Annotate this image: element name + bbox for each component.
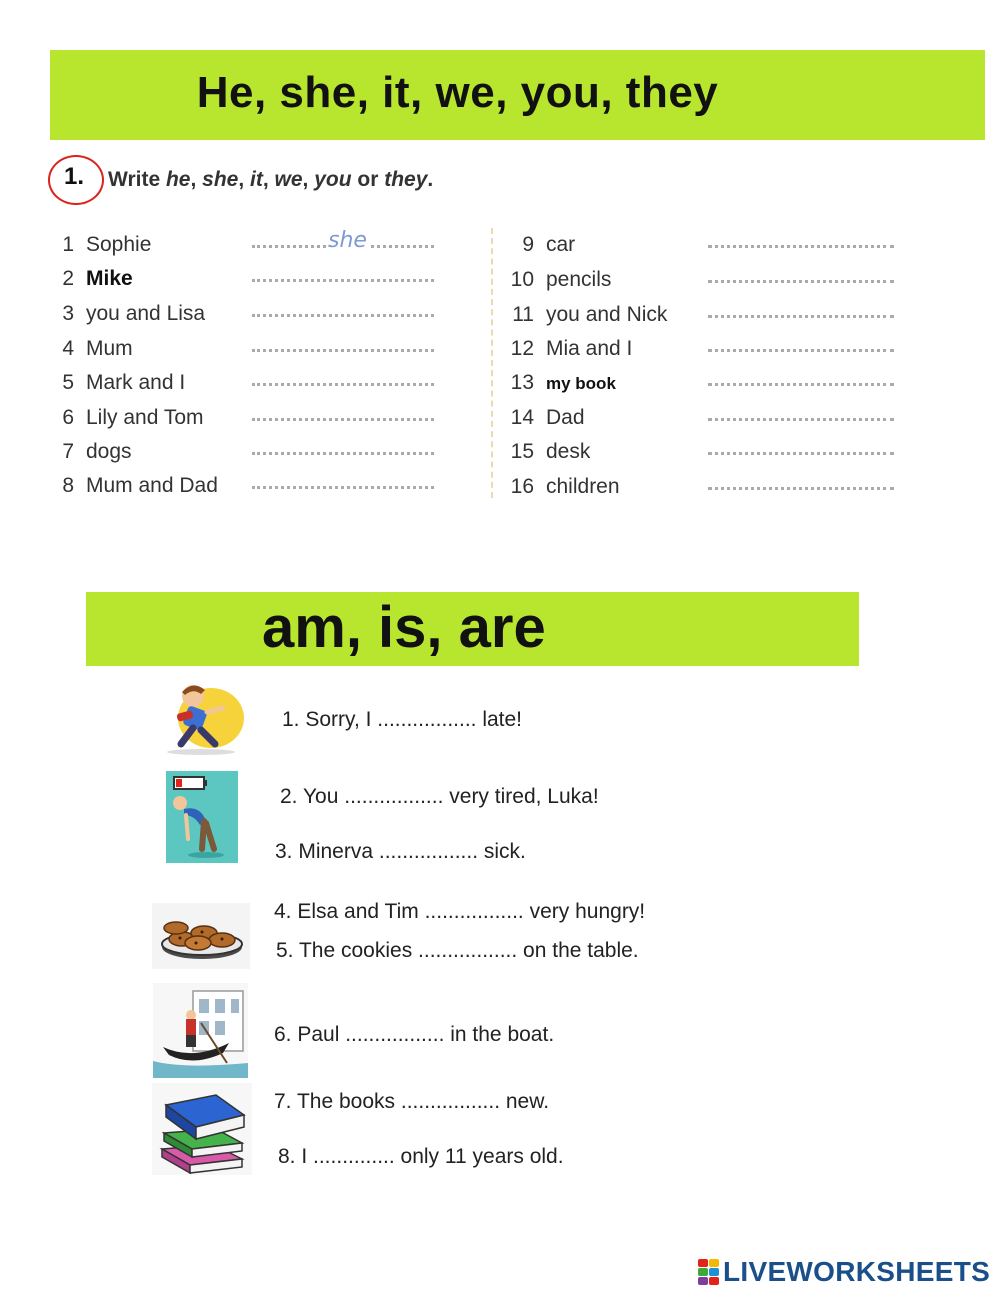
answer-blank[interactable] — [252, 279, 434, 282]
column-divider — [491, 228, 493, 498]
answer-blank[interactable] — [708, 245, 894, 248]
cookies-plate-picture — [152, 903, 250, 969]
answer-blank[interactable] — [708, 280, 894, 283]
answer-blank[interactable] — [252, 452, 434, 455]
pronoun-item-14: 14 Dad — [508, 406, 908, 436]
pronoun-item-8: 8 Mum and Dad — [48, 474, 448, 504]
example-answer: she — [328, 228, 367, 253]
answer-blank[interactable] — [708, 349, 894, 352]
exercise-number-circle — [48, 155, 104, 205]
exercise-instruction: Write he, she, it, we, you or they. — [108, 168, 434, 191]
running-boy-picture — [155, 678, 247, 756]
stack-of-books-picture — [152, 1083, 252, 1175]
pronoun-item-2: 2 Mike — [48, 267, 448, 297]
answer-blank[interactable] — [252, 383, 434, 386]
section2-title: am, is, are — [262, 595, 546, 660]
pronoun-item-16: 16 children — [508, 475, 908, 505]
title-banner-verbs — [86, 592, 859, 666]
liveworksheets-logo-text: LIVEWORKSHEETS — [723, 1256, 991, 1287]
answer-blank[interactable] — [252, 314, 434, 317]
pronoun-item-13: 13 my book — [508, 371, 908, 401]
boat-gondola-picture — [153, 983, 248, 1078]
pronoun-item-11: 11 you and Nick — [508, 303, 908, 333]
pronoun-item-7: 7 dogs — [48, 440, 448, 470]
pronoun-item-3: 3 you and Lisa — [48, 302, 448, 332]
answer-blank[interactable] — [708, 383, 894, 386]
sentence-7[interactable]: 7. The books ................. new. — [274, 1090, 550, 1113]
liveworksheets-logo-icon — [698, 1259, 719, 1285]
answer-blank[interactable] — [708, 452, 894, 455]
answer-blank[interactable] — [252, 349, 434, 352]
exercise-number: 1. — [64, 163, 85, 190]
pronoun-item-10: 10 pencils — [508, 268, 908, 298]
sentence-3[interactable]: 3. Minerva ................. sick. — [275, 840, 526, 863]
pronoun-item-4: 4 Mum — [48, 337, 448, 367]
sentence-6[interactable]: 6. Paul ................. in the boat. — [274, 1023, 555, 1046]
pronoun-item-5: 5 Mark and I — [48, 371, 448, 401]
answer-blank[interactable] — [252, 418, 434, 421]
sentence-1[interactable]: 1. Sorry, I ................. late! — [282, 708, 523, 731]
pronoun-item-1: 1 Sophie — [48, 233, 448, 263]
answer-blank[interactable] — [708, 487, 894, 490]
liveworksheets-logo — [698, 1256, 990, 1288]
section1-title: He, she, it, we, you, they — [196, 68, 719, 117]
sentence-2[interactable]: 2. You ................. very tired, Luka! — [280, 785, 599, 808]
answer-blank[interactable] — [708, 315, 894, 318]
tired-man-picture — [166, 771, 238, 863]
pronoun-item-15: 15 desk — [508, 440, 908, 470]
sentence-5[interactable]: 5. The cookies ................. on the table. — [276, 939, 639, 962]
pronoun-item-9: 9 car — [508, 233, 908, 263]
answer-blank[interactable] — [252, 486, 434, 489]
title-banner-pronouns — [50, 50, 985, 140]
pronoun-item-6: 6 Lily and Tom — [48, 406, 448, 436]
pronoun-item-12: 12 Mia and I — [508, 337, 908, 367]
sentence-8[interactable]: 8. I .............. only 11 years old. — [278, 1145, 564, 1168]
sentence-4[interactable]: 4. Elsa and Tim ................. very hungry! — [274, 900, 646, 923]
answer-blank[interactable] — [708, 418, 894, 421]
